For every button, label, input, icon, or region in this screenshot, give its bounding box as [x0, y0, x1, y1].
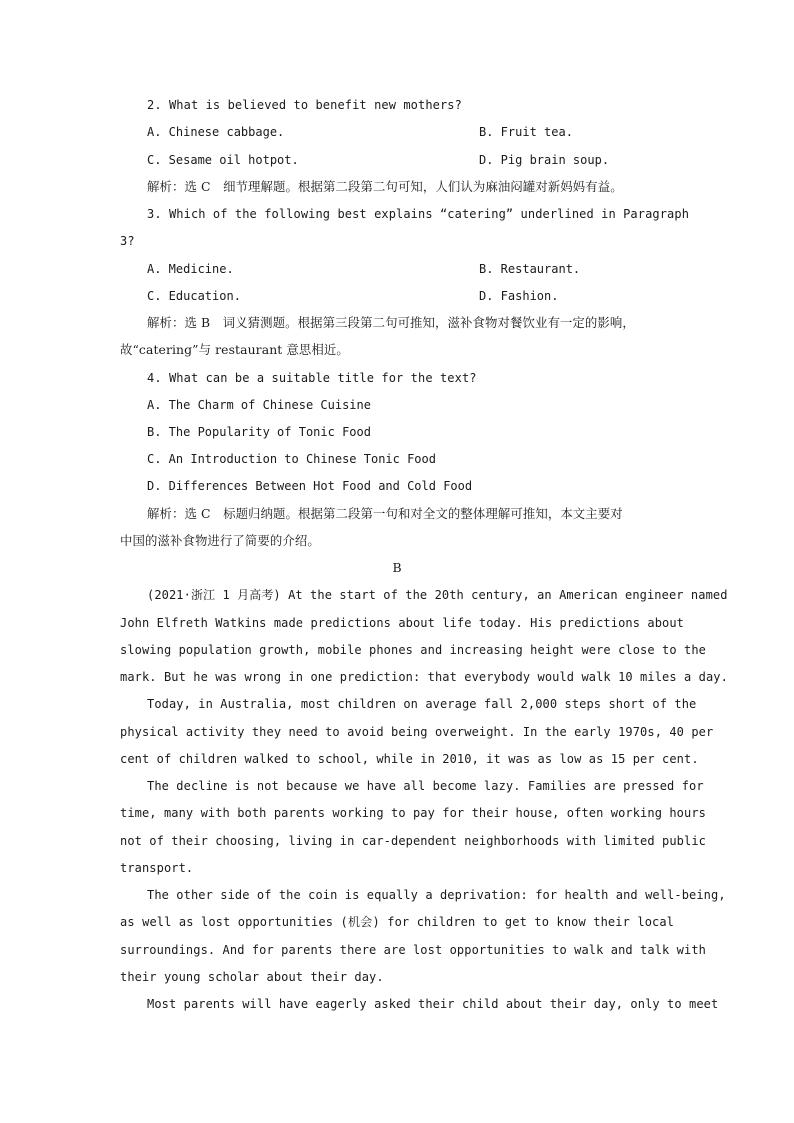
question-3-stem: 3. Which of the following best explains “catering” underlined in Paragraph — [147, 207, 690, 221]
q2-analysis: 解析：选 C 细节理解题。根据第二段第二句可知，人们认为麻油闷罐对新妈妈有益。 — [147, 179, 623, 194]
q2-option-a: A. Chinese cabbage. — [147, 125, 285, 139]
passage-line: their young scholar about their day. — [120, 970, 384, 984]
q3-analysis-cont: 故“catering”与 restaurant 意思相近。 — [120, 342, 349, 357]
q4-option-a: A. The Charm of Chinese Cuisine — [147, 398, 371, 412]
passage-line: surroundings. And for parents there are lost opportunities to walk and talk with — [120, 943, 706, 957]
q2-option-d: D. Pig brain soup. — [479, 153, 610, 167]
passage-line: slowing population growth, mobile phones and increasing height were close to the — [120, 643, 706, 657]
q4-option-c: C. An Introduction to Chinese Tonic Food — [147, 452, 436, 466]
passage-line: Most parents will have eagerly asked their child about their day, only to meet — [147, 997, 719, 1011]
passage-line: as well as lost opportunities (机会) for children to get to know their local — [120, 915, 674, 929]
passage-line: (2021·浙江 1 月高考) At the start of the 20th century, an American engineer named — [147, 588, 728, 602]
passage-line: John Elfreth Watkins made predictions about life today. His predictions about — [120, 616, 684, 630]
question-2-stem: 2. What is believed to benefit new mothers? — [147, 98, 462, 112]
q4-analysis-cont: 中国的滋补食物进行了简要的介绍。 — [120, 533, 320, 548]
q4-analysis: 解析：选 C 标题归纳题。根据第二段第一句和对全文的整体理解可推知，本文主要对 — [147, 506, 623, 521]
question-4-stem: 4. What can be a suitable title for the text? — [147, 371, 477, 385]
q3-option-c: C. Education. — [147, 289, 241, 303]
q4-option-d: D. Differences Between Hot Food and Cold Food — [147, 479, 473, 493]
q3-option-b: B. Restaurant. — [479, 262, 581, 276]
passage-line: transport. — [120, 861, 194, 875]
q3-option-d: D. Fashion. — [479, 289, 559, 303]
q2-option-c: C. Sesame oil hotpot. — [147, 153, 299, 167]
passage-line: The decline is not because we have all become lazy. Families are pressed for — [147, 779, 704, 793]
passage-line: The other side of the coin is equally a deprivation: for health and well-being, — [147, 888, 726, 902]
q2-option-b: B. Fruit tea. — [479, 125, 573, 139]
q3-option-a: A. Medicine. — [147, 262, 234, 276]
section-label: B — [392, 560, 402, 575]
q3-analysis: 解析：选 B 词义猜测题。根据第三段第二句可推知，滋补食物对餐饮业有一定的影响， — [147, 315, 635, 330]
passage-line: not of their choosing, living in car-dependent neighborhoods with limited public — [120, 834, 706, 848]
question-3-stem-cont: 3? — [120, 234, 135, 248]
passage-line: mark. But he was wrong in one prediction: that everybody would walk 10 miles a day. — [120, 670, 728, 684]
passage-line: cent of children walked to school, while in 2010, it was as low as 15 per cent. — [120, 752, 699, 766]
passage-line: time, many with both parents working to pay for their house, often working hours — [120, 806, 706, 820]
q4-option-b: B. The Popularity of Tonic Food — [147, 425, 371, 439]
passage-line: Today, in Australia, most children on average fall 2,000 steps short of the — [147, 697, 697, 711]
passage-line: physical activity they need to avoid being overweight. In the early 1970s, 40 per — [120, 725, 714, 739]
